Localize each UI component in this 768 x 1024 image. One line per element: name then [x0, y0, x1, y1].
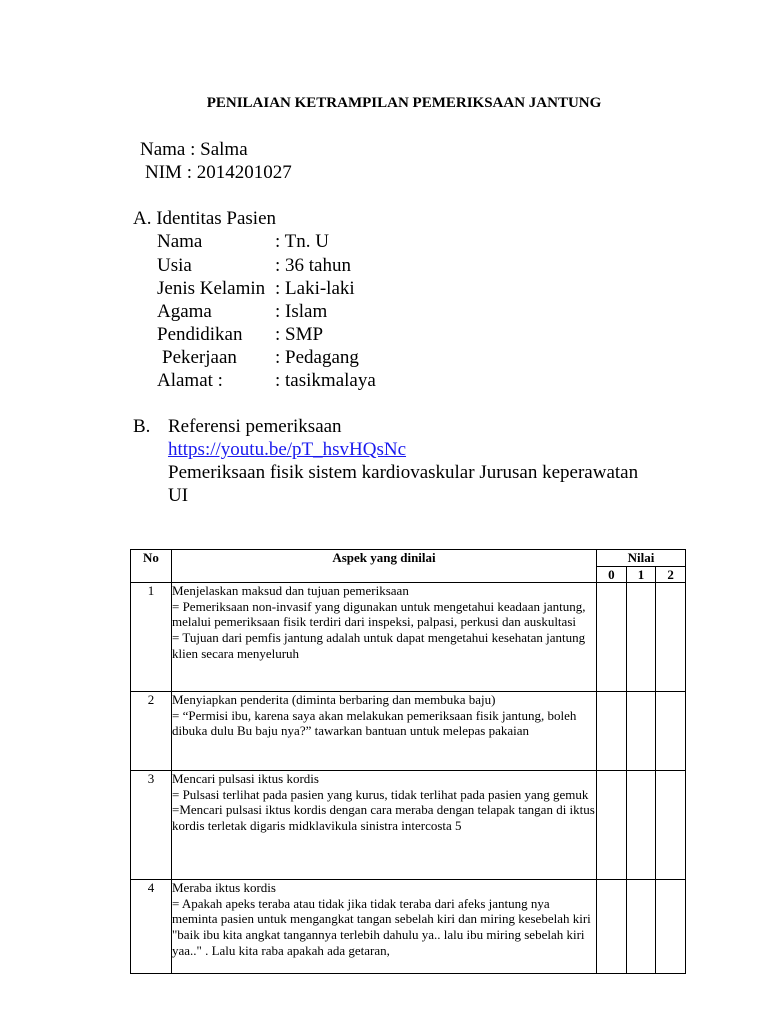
description-line: = “Permisi ibu, karena saya akan melakukan pemeriksaan fisik jantung, boleh dibuka dulu Bu baju nya?” tawarkan bantuan untuk melepas pakaian [172, 707, 577, 739]
field-value: : Laki-laki [275, 278, 355, 299]
field-label: Usia [157, 255, 192, 276]
section-b-letter: B. [133, 416, 151, 437]
score-cell-0[interactable] [597, 692, 627, 771]
row-number: 1 [131, 583, 172, 692]
row-description [172, 880, 597, 974]
row-number: 4 [131, 880, 172, 974]
assessment-table [130, 549, 686, 974]
student-nim: NIM : 2014201027 [145, 162, 292, 183]
description-line: Menyiapkan penderita (diminta berbaring dan membuka baju) [172, 692, 496, 708]
header-aspek: Aspek yang dinilai [172, 550, 597, 583]
field-label: Pendidikan [157, 324, 243, 345]
patient-field-alamat [0, 369, 768, 392]
row-description [172, 583, 597, 692]
patient-field-agama [0, 300, 768, 323]
description-line: Meraba iktus kordis [172, 880, 276, 896]
description-line: =Mencari pulsasi iktus kordis dengan cara meraba dengan telapak tangan di iktus kordis terletak digaris midklavikula sinistra intercosta 5 [172, 802, 595, 833]
student-name: Nama : Salma [140, 139, 248, 160]
description-line: = Tujuan dari pemfis jantung adalah untuk dapat mengetahui kesehatan jantung klien secara menyeluruh [172, 629, 586, 661]
description-line: = Pulsasi terlihat pada pasien yang kurus, tidak terlihat pada pasien yang gemuk [172, 786, 589, 802]
score-cell-0[interactable] [597, 583, 627, 692]
field-label: Jenis Kelamin [157, 278, 266, 299]
field-value: : 36 tahun [275, 255, 351, 276]
table-row [131, 583, 686, 692]
score-cell-1[interactable] [626, 583, 656, 692]
reference-source-line: UI [168, 485, 189, 506]
section-a-heading: A. Identitas Pasien [133, 208, 277, 229]
score-cell-0[interactable] [597, 880, 627, 974]
description-line: = Apakah apeks teraba atau tidak jika tidak teraba dari afeks jantung nya meminta pasien untuk mengangkat tangan sebelah kiri dan miring kesebelah kiri "baik ibu kita angkat tangannya terlebih dahulu ya.. lalu ibu miring sebelah kiri yaa.." . Lalu kita raba apakah ada getaran, [172, 895, 591, 958]
score-cell-2[interactable] [656, 880, 686, 974]
header-no: No [131, 550, 172, 583]
field-value: : Tn. U [275, 231, 330, 252]
score-cell-0[interactable] [597, 771, 627, 880]
row-description [172, 771, 597, 880]
section-b-heading: Referensi pemeriksaan [168, 416, 342, 437]
score-cell-1[interactable] [626, 771, 656, 880]
header-nilai: Nilai [597, 550, 686, 567]
field-value: : tasikmalaya [275, 370, 376, 391]
field-label: Agama [157, 301, 212, 322]
row-description [172, 692, 597, 771]
field-label: Alamat : [157, 370, 223, 391]
patient-field-pendidikan [0, 323, 768, 346]
patient-field-usia [0, 254, 768, 277]
table-row [131, 771, 686, 880]
patient-field-pekerjaan [0, 346, 768, 369]
score-cell-2[interactable] [656, 583, 686, 692]
reference-source-line: Pemeriksaan fisik sistem kardiovaskular Jurusan keperawatan [168, 462, 639, 483]
description-line: Mencari pulsasi iktus kordis [172, 771, 319, 787]
patient-field-nama [0, 230, 768, 253]
field-value: : Islam [275, 301, 328, 322]
field-value: : SMP [275, 324, 324, 345]
score-cell-1[interactable] [626, 880, 656, 974]
field-label: Nama [157, 231, 203, 252]
header-score-1: 1 [626, 566, 656, 583]
reference-video-link[interactable]: https://youtu.be/pT_hsvHQsNc [168, 439, 407, 460]
header-score-2: 2 [656, 566, 686, 583]
table-row [131, 692, 686, 771]
row-number: 2 [131, 692, 172, 771]
patient-field-jenis-kelamin [0, 277, 768, 300]
field-label: Pekerjaan [162, 347, 237, 368]
field-value: : Pedagang [275, 347, 359, 368]
description-line: = Pemeriksaan non-invasif yang digunakan untuk mengetahui keadaan jantung, melalui pemeriksaan fisik terdiri dari inspeksi, palpasi, perkusi dan auskultasi [172, 598, 586, 630]
header-score-0: 0 [597, 566, 627, 583]
page-title: PENILAIAN KETRAMPILAN PEMERIKSAAN JANTUNG [206, 95, 602, 111]
score-cell-2[interactable] [656, 692, 686, 771]
table-row [131, 880, 686, 974]
score-cell-1[interactable] [626, 692, 656, 771]
row-number: 3 [131, 771, 172, 880]
score-cell-2[interactable] [656, 771, 686, 880]
description-line: Menjelaskan maksud dan tujuan pemeriksaan [172, 583, 409, 599]
